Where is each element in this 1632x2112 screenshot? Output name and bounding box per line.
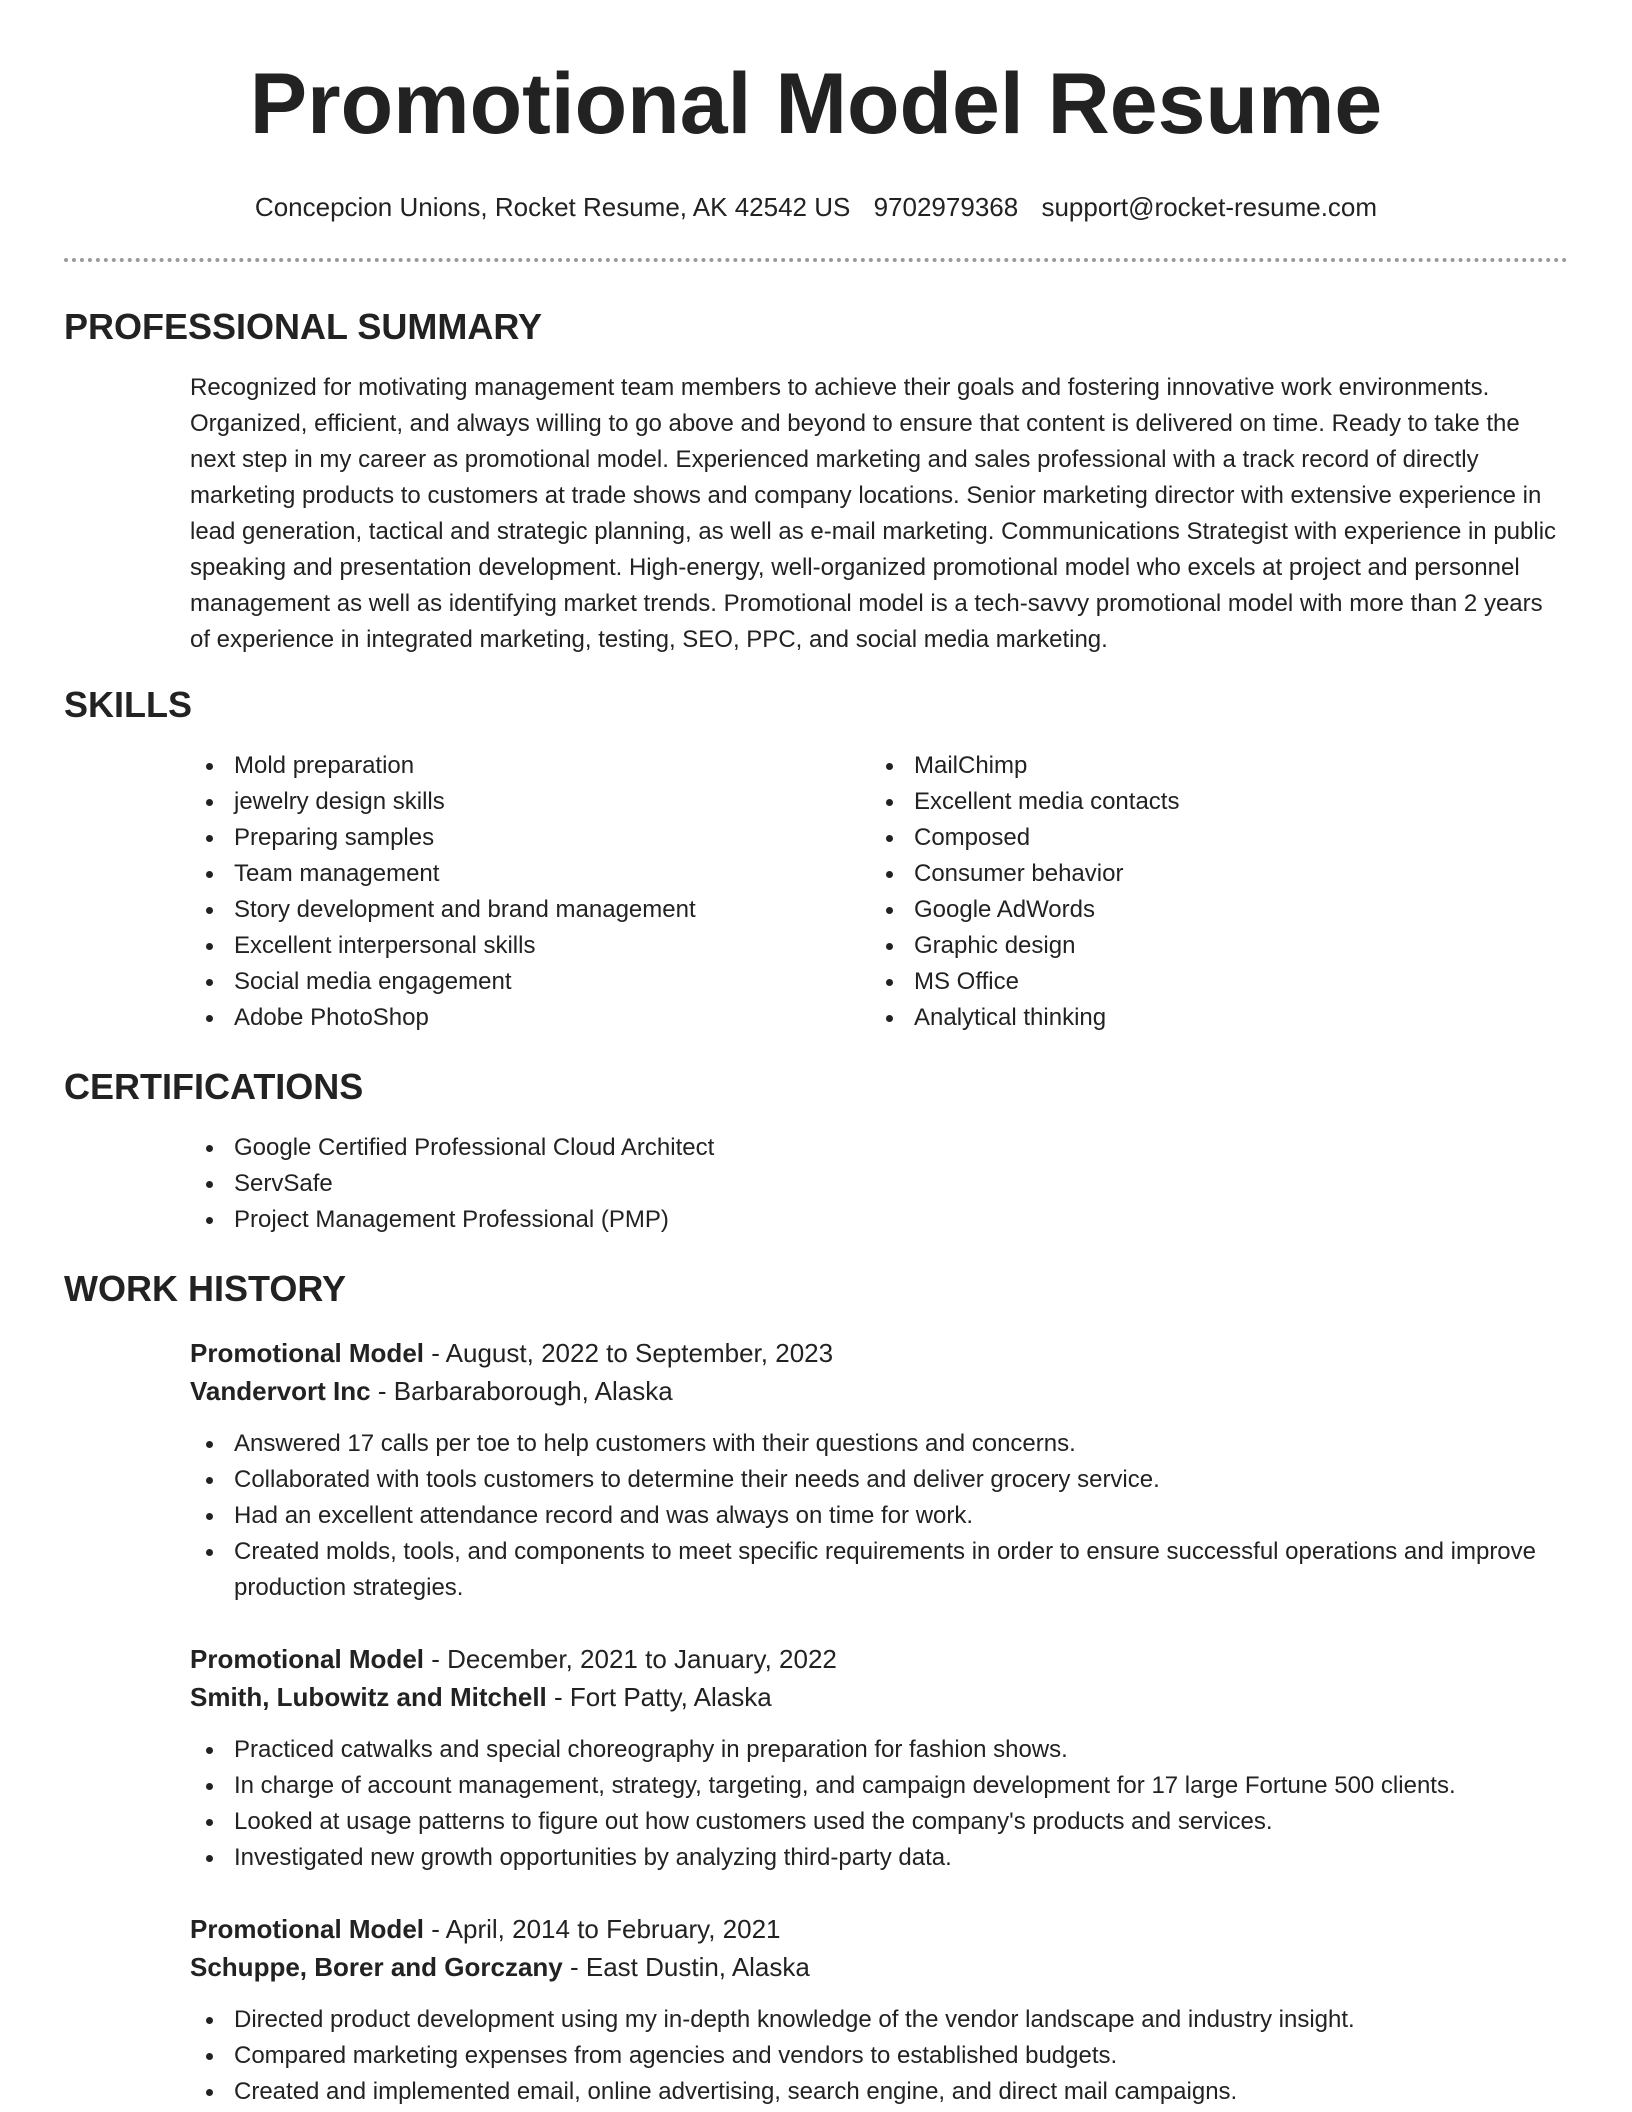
job-company-line [190, 1678, 1568, 1716]
skills-heading: SKILLS [64, 684, 193, 725]
job-entry [190, 1334, 1568, 1606]
job-location: - East Dustin, Alaska [562, 1952, 810, 1982]
job-company-line [190, 1948, 1568, 1986]
job-bullet: Collaborated with tools customers to determine their needs and deliver grocery service. [190, 1462, 1568, 1498]
job-company-line [190, 1372, 1568, 1410]
job-company: Vandervort Inc [190, 1376, 371, 1406]
skill-item: Excellent media contacts [870, 784, 1510, 820]
skill-item: Analytical thinking [870, 1000, 1510, 1036]
certification-item: Project Management Professional (PMP) [190, 1202, 1568, 1238]
skill-item: Adobe PhotoShop [190, 1000, 870, 1036]
resume-title: Promotional Model Resume [249, 56, 1383, 152]
job-dates: - December, 2021 to January, 2022 [424, 1644, 837, 1674]
work-history-section [64, 1334, 1568, 2110]
skill-item: Graphic design [870, 928, 1510, 964]
job-company: Smith, Lubowitz and Mitchell [190, 1682, 547, 1712]
skill-item: Composed [870, 820, 1510, 856]
job-entry [190, 1910, 1568, 2110]
job-title-line [190, 1910, 1568, 1948]
summary-section [64, 370, 1568, 658]
job-title-line [190, 1334, 1568, 1372]
job-role: Promotional Model [190, 1644, 424, 1674]
job-bullet: Practiced catwalks and special choreography in preparation for fashion shows. [190, 1732, 1568, 1768]
contact-email: support@rocket-resume.com [1041, 192, 1378, 222]
skill-item: Mold preparation [190, 748, 870, 784]
job-location: - Fort Patty, Alaska [546, 1682, 772, 1712]
skills-columns [190, 748, 1568, 1036]
certifications-list [190, 1130, 1568, 1238]
skill-item: Story development and brand management [190, 892, 870, 928]
job-bullet: Answered 17 calls per toe to help customers with their questions and concerns. [190, 1426, 1568, 1462]
skill-item: MailChimp [870, 748, 1510, 784]
skills-left-list [190, 748, 870, 1036]
job-role: Promotional Model [190, 1338, 424, 1368]
job-entry [190, 1640, 1568, 1876]
skill-item: Google AdWords [870, 892, 1510, 928]
summary-text: Recognized for motivating management team members to achieve their goals and fostering innovative work environments. Organized, efficient, and always willing to go above and beyond to ensure that content is delivered on time. Ready to take the next step in my career as promotional model. Experienced marketing and sales professional with a track record of directly marketing products to customers at trade shows and company locations. Senior marketing director with extensive experience in lead generation, tactical and strategic planning, as well as e-mail marketing. Communications Strategist with experience in public speaking and presentation development. High-energy, well-organized promotional model who excels at project and personnel management as well as identifying market trends. Promotional model is a tech-savvy promotional model with more than 2 years of experience in integrated marketing, testing, SEO, PPC, and social media marketing. [190, 374, 1557, 653]
work-history-heading: WORK HISTORY [64, 1268, 347, 1309]
job-bullet: Directed product development using my in-depth knowledge of the vendor landscape and industry insight. [190, 2002, 1568, 2038]
job-dates: - August, 2022 to September, 2023 [424, 1338, 834, 1368]
skill-item: Preparing samples [190, 820, 870, 856]
header-divider [64, 258, 1568, 262]
job-bullet: Had an excellent attendance record and was always on time for work. [190, 1498, 1568, 1534]
job-dates: - April, 2014 to February, 2021 [424, 1914, 781, 1944]
certifications-section [64, 1130, 1568, 1238]
job-location: - Barbaraborough, Alaska [370, 1376, 673, 1406]
skills-section [64, 748, 1568, 1036]
skill-item: MS Office [870, 964, 1510, 1000]
skill-item: Excellent interpersonal skills [190, 928, 870, 964]
contact-phone: 9702979368 [873, 192, 1019, 222]
skill-item: jewelry design skills [190, 784, 870, 820]
job-title-line [190, 1640, 1568, 1678]
job-role: Promotional Model [190, 1914, 424, 1944]
job-bullet: Created and implemented email, online advertising, search engine, and direct mail campaigns. [190, 2074, 1568, 2110]
job-bullet: Investigated new growth opportunities by analyzing third-party data. [190, 1840, 1568, 1876]
job-bullets [190, 2002, 1568, 2110]
job-bullets [190, 1426, 1568, 1606]
contact-address: Concepcion Unions, Rocket Resume, AK 42542 US [254, 192, 851, 222]
job-bullet: Looked at usage patterns to figure out how customers used the company's products and services. [190, 1804, 1568, 1840]
contact-line [64, 192, 1568, 222]
certification-item: ServSafe [190, 1166, 1568, 1202]
job-bullet: Compared marketing expenses from agencies and vendors to established budgets. [190, 2038, 1568, 2074]
certifications-heading: CERTIFICATIONS [64, 1066, 364, 1107]
skills-right-list [870, 748, 1510, 1036]
job-bullets [190, 1732, 1568, 1876]
skill-item: Consumer behavior [870, 856, 1510, 892]
job-bullet: Created molds, tools, and components to meet specific requirements in order to ensure successful operations and improve production strategies. [190, 1534, 1568, 1606]
summary-heading: PROFESSIONAL SUMMARY [64, 306, 543, 347]
skill-item: Team management [190, 856, 870, 892]
skill-item: Social media engagement [190, 964, 870, 1000]
certification-item: Google Certified Professional Cloud Architect [190, 1130, 1568, 1166]
job-company: Schuppe, Borer and Gorczany [190, 1952, 563, 1982]
job-bullet: In charge of account management, strategy, targeting, and campaign development for 17 large Fortune 500 clients. [190, 1768, 1568, 1804]
